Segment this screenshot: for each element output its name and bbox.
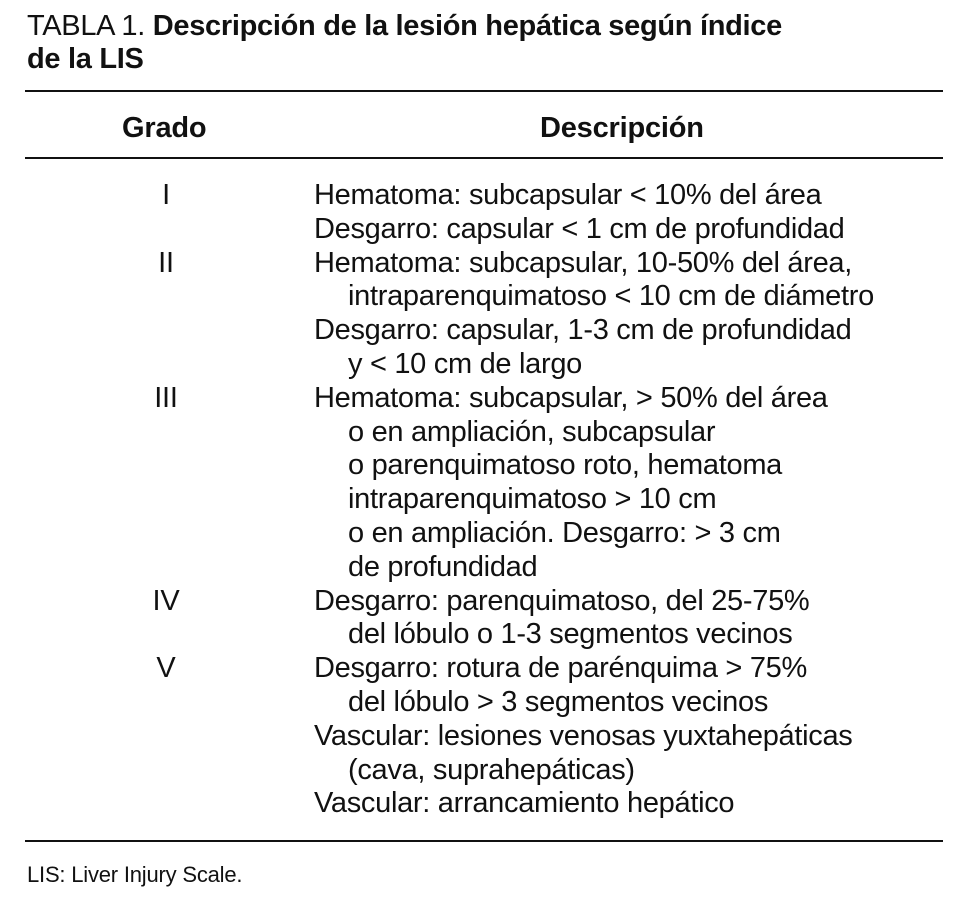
description-continuation-line: de profundidad	[348, 550, 538, 583]
description-entry	[314, 314, 943, 382]
description-entry	[314, 787, 943, 821]
header-rule	[25, 157, 943, 159]
description-continuation-line: del lóbulo o 1-3 segmentos vecinos	[348, 618, 793, 651]
description-entry	[314, 247, 943, 315]
table-row	[25, 247, 943, 382]
description-continuation-line: del lóbulo > 3 segmentos vecinos	[348, 685, 769, 718]
description-cell	[307, 179, 943, 247]
grade-cell: IV	[152, 584, 180, 617]
description-continuation-line: intraparenquimatoso < 10 cm de diámetro	[348, 280, 874, 313]
column-header-grado: Grado	[122, 112, 207, 144]
table-body	[25, 179, 943, 821]
description-continuation-line: o en ampliación, subcapsular	[348, 415, 716, 448]
grade-cell: II	[158, 246, 174, 279]
bottom-rule	[25, 840, 943, 842]
table-caption	[27, 10, 927, 76]
description-line: Desgarro: capsular < 1 cm de profundidad	[314, 212, 845, 245]
description-cell	[307, 247, 943, 382]
description-entry	[314, 585, 943, 653]
description-line: Desgarro: capsular, 1-3 cm de profundidad	[314, 314, 852, 347]
description-entry	[314, 179, 943, 213]
description-entry	[314, 382, 943, 585]
table-title-line-2: de la LIS	[27, 43, 144, 75]
description-entry	[314, 213, 943, 247]
description-cell	[307, 652, 943, 821]
grade-cell: I	[162, 179, 170, 211]
description-line: Hematoma: subcapsular, > 50% del área	[314, 381, 828, 414]
description-line: Hematoma: subcapsular, 10-50% del área,	[314, 246, 852, 279]
description-line: Desgarro: parenquimatoso, del 25-75%	[314, 584, 810, 617]
table-footnote: LIS: Liver Injury Scale.	[27, 862, 243, 887]
table-label: TABLA 1.	[27, 10, 145, 42]
description-continuation-line: o en ampliación. Desgarro: > 3 cm	[348, 516, 781, 549]
description-line: Vascular: arrancamiento hepático	[314, 787, 735, 820]
grade-cell: V	[156, 652, 176, 685]
table-row	[25, 652, 943, 821]
table-row	[25, 179, 943, 247]
description-continuation-line: y < 10 cm de largo	[348, 347, 582, 380]
description-entry	[314, 720, 943, 788]
table-row	[25, 382, 943, 585]
description-line: Vascular: lesiones venosas yuxtahepáticas	[314, 719, 853, 752]
description-line: Hematoma: subcapsular < 10% del área	[314, 179, 822, 211]
description-continuation-line: o parenquimatoso roto, hematoma	[348, 449, 783, 482]
description-line: Desgarro: rotura de parénquima > 75%	[314, 652, 807, 685]
description-entry	[314, 652, 943, 720]
table-title-line-1: Descripción de la lesión hepática según índice	[152, 10, 782, 42]
description-continuation-line: intraparenquimatoso > 10 cm	[348, 483, 717, 516]
grade-cell: III	[154, 381, 178, 414]
description-cell	[307, 382, 943, 585]
description-continuation-line: (cava, suprahepáticas)	[348, 753, 635, 786]
table-row	[25, 585, 943, 653]
description-cell	[307, 585, 943, 653]
top-rule	[25, 90, 943, 92]
column-header-descripcion: Descripción	[540, 112, 704, 144]
